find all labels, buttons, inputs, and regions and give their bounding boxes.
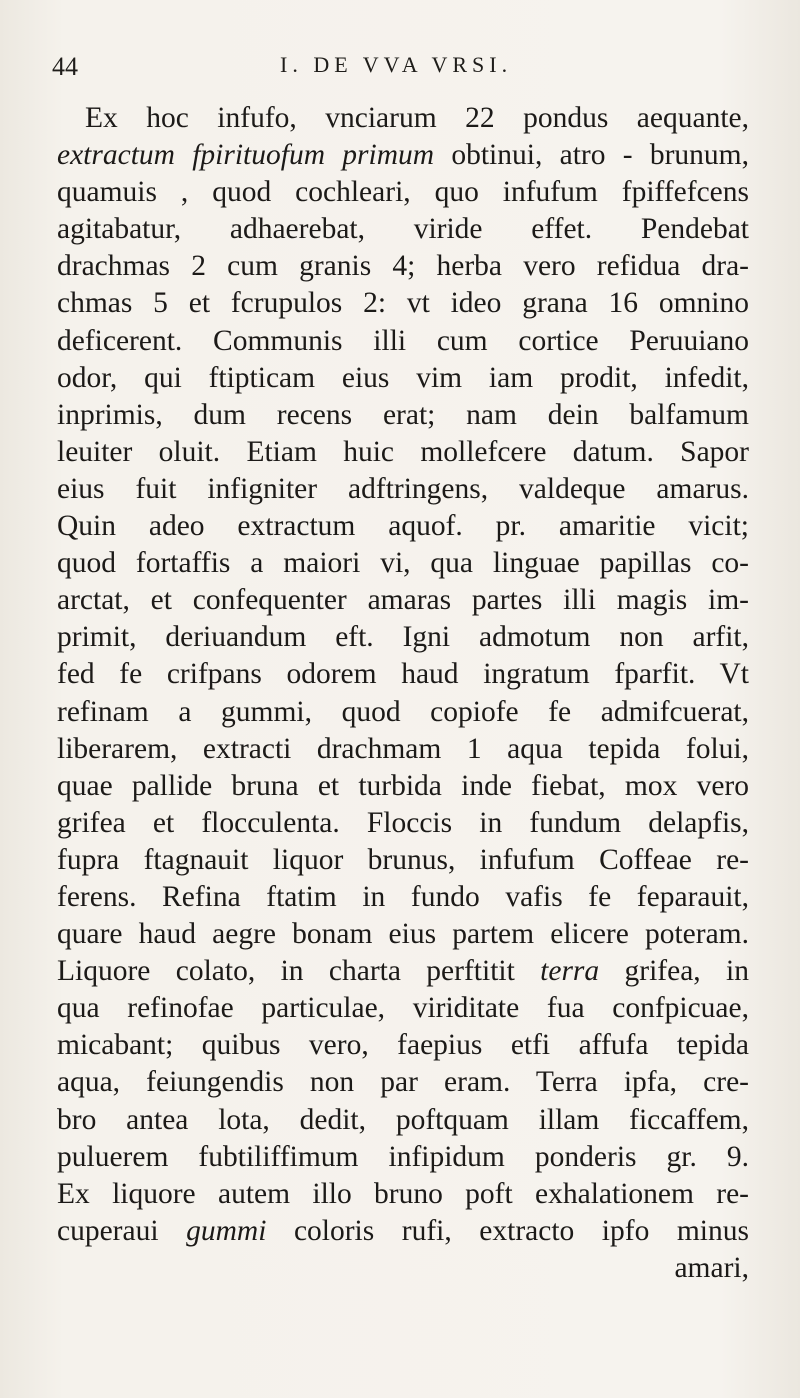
text-line [57,545,749,582]
text-line [57,916,749,953]
text-line [57,137,749,174]
text-line [57,619,749,656]
text-line [57,1102,749,1139]
text-segment: obtinui, atro - brunum, [434,139,749,172]
text-segment: cuperaui [57,1214,187,1247]
text-segment: grifea et flocculenta. Floccis in fundum delapfis, [57,806,749,839]
text-line [57,1139,749,1176]
italic-text: gummi [186,1214,267,1247]
text-segment: leuiter oluit. Etiam huic mollefcere datum. Sapor [57,435,749,468]
text-segment: liberarem, extracti drachmam 1 aqua tepida folui, [57,732,749,765]
text-segment: fupra ftagnauit liquor brunus, infufum Coffeae re- [57,843,749,876]
text-segment: micabant; quibus vero, faepius etfi affufa tepida [57,1029,749,1062]
text-segment: aqua, feiungendis non par eram. Terra ipfa, cre- [57,1066,749,1099]
text-line [57,582,749,619]
text-line [57,1250,749,1287]
text-segment: primit, deriuandum eft. Igni admotum non arfit, [57,621,749,654]
text-line [57,360,749,397]
text-line [57,1027,749,1064]
text-line [57,1213,749,1250]
text-segment: quamuis , quod cochleari, quo infufum fpiffefcens [57,176,749,209]
text-line [57,471,749,508]
text-segment: drachmas 2 cum granis 4; herba vero refidua dra- [57,250,749,283]
text-segment: arctat, et confequenter amaras partes illi magis im- [57,584,749,617]
text-line [57,285,749,322]
text-segment: coloris rufi, extracto ipfo minus [266,1214,749,1247]
text-line [57,731,749,768]
body-text [57,100,749,1287]
text-segment: odor, qui ftipticam eius vim iam prodit, infedit, [57,361,749,394]
text-line [57,100,749,137]
running-head [52,52,740,86]
text-line [57,656,749,693]
text-segment: agitabatur, adhaerebat, viride effet. Pendebat [57,213,749,246]
text-line [57,174,749,211]
text-segment: eius fuit infigniter adftringens, valdeque amarus. [57,472,749,505]
text-segment: amari, [674,1251,749,1284]
text-line [57,211,749,248]
text-segment: Ex liquore autem illo bruno poft exhalationem re- [57,1177,749,1210]
text-segment: Ex hoc infufo, vnciarum 22 pondus aequante, [85,102,749,134]
text-line [57,508,749,545]
text-line [57,805,749,842]
text-line [57,694,749,731]
text-segment: quae pallide bruna et turbida inde fiebat, mox vero [57,769,749,802]
italic-text: terra [540,955,600,988]
text-line [57,879,749,916]
running-title: I. DE VVA VRSI. [280,52,513,77]
text-line [57,953,749,990]
text-segment: bro antea lota, dedit, poftquam illam ficcaffem, [57,1103,749,1136]
text-segment: quare haud aegre bonam eius partem elicere poteram. [57,918,749,951]
text-segment: ferens. Refina ftatim in fundo vafis fe feparauit, [57,880,749,913]
text-segment: Quin adeo extractum aquof. pr. amaritie vicit; [57,510,749,543]
text-segment: quod fortaffis a maiori vi, qua linguae papillas co- [57,547,749,580]
text-line [57,1064,749,1101]
text-segment: grifea, in [599,955,749,988]
text-line [57,990,749,1027]
text-segment: puluerem fubtiliffimum infipidum ponderis gr. 9. [57,1140,749,1173]
text-segment: inprimis, dum recens erat; nam dein balfamum [57,398,749,431]
text-segment: chmas 5 et fcrupulos 2: vt ideo grana 16 omnino [57,287,749,320]
text-line [57,434,749,471]
text-segment: fed fe crifpans odorem haud ingratum fparfit. Vt [57,658,749,691]
text-line [57,248,749,285]
text-line [57,768,749,805]
italic-text: extractum fpirituofum primum [57,139,435,172]
text-line [57,842,749,879]
text-line [57,323,749,360]
text-segment: Liquore colato, in charta perftitit [57,955,541,988]
text-line [57,1176,749,1213]
text-segment: deficerent. Communis illi cum cortice Peruuiano [57,324,749,357]
text-segment: qua refinofae particulae, viriditate fua confpicuae, [57,992,749,1025]
page-number: 44 [52,52,78,81]
text-line [57,397,749,434]
text-segment: refinam a gummi, quod copiofe fe admifcuerat, [57,695,749,728]
